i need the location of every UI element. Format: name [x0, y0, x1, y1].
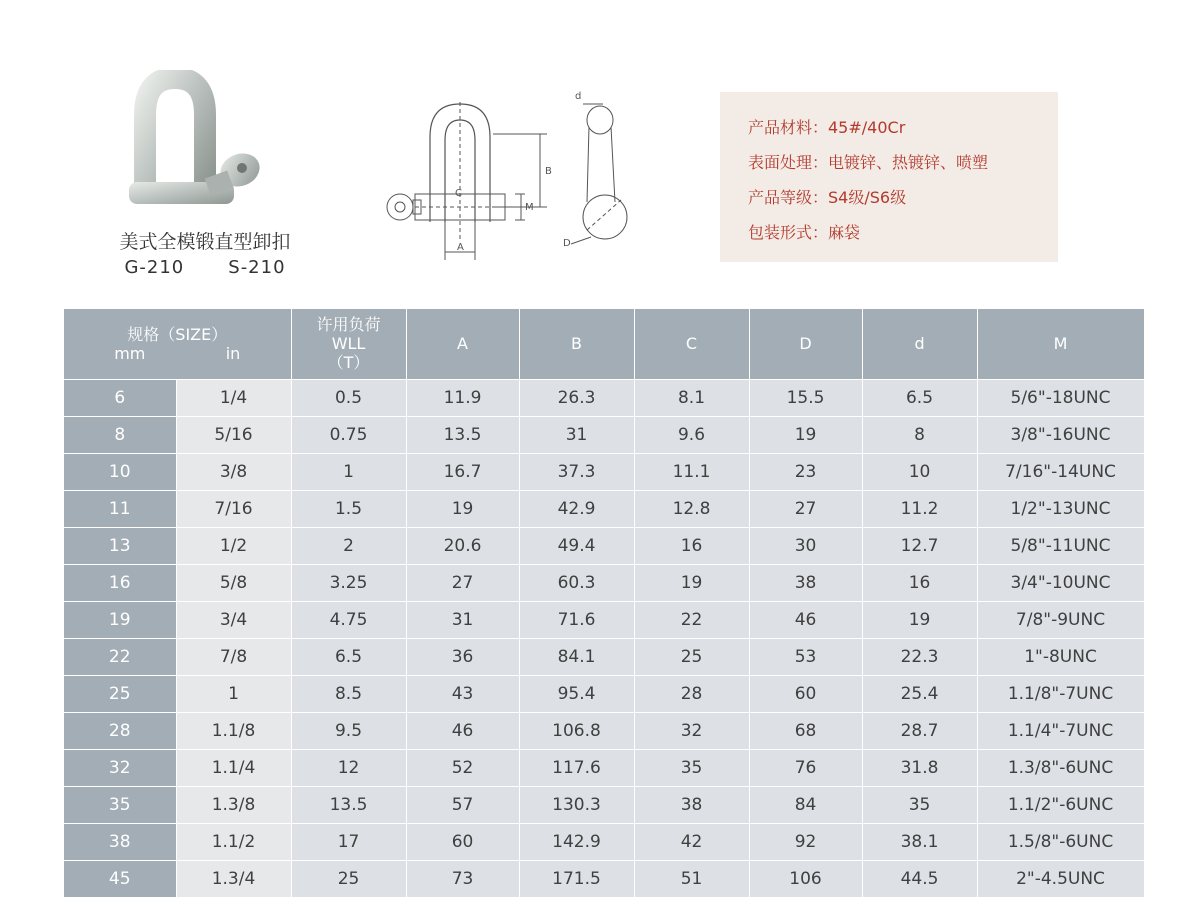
product-caption — [95, 230, 315, 280]
cell-d-upper: 60 — [749, 675, 862, 712]
cell-c: 38 — [634, 786, 749, 823]
diagram-label-dd: D — [563, 238, 571, 249]
cell-wll: 13.5 — [291, 786, 406, 823]
cell-a: 13.5 — [406, 416, 519, 453]
cell-in: 7/16 — [176, 490, 291, 527]
cell-c: 12.8 — [634, 490, 749, 527]
table-row — [64, 823, 1144, 860]
cell-wll: 12 — [291, 749, 406, 786]
cell-m: 5/6"-18UNC — [977, 379, 1144, 416]
cell-c: 8.1 — [634, 379, 749, 416]
cell-a: 36 — [406, 638, 519, 675]
cell-wll: 0.5 — [291, 379, 406, 416]
cell-d-lower: 19 — [862, 601, 977, 638]
table-row — [64, 453, 1144, 490]
cell-d-lower: 38.1 — [862, 823, 977, 860]
cell-d-upper: 46 — [749, 601, 862, 638]
cell-b: 171.5 — [519, 860, 634, 897]
table-row — [64, 601, 1144, 638]
cell-c: 35 — [634, 749, 749, 786]
cell-a: 31 — [406, 601, 519, 638]
cell-wll: 6.5 — [291, 638, 406, 675]
cell-a: 11.9 — [406, 379, 519, 416]
spec-grade: 产品等级：S4级/S6级 — [748, 188, 907, 207]
cell-a: 73 — [406, 860, 519, 897]
cell-mm: 22 — [64, 638, 176, 675]
cell-mm: 38 — [64, 823, 176, 860]
cell-d-lower: 6.5 — [862, 379, 977, 416]
cell-b: 95.4 — [519, 675, 634, 712]
cell-d-lower: 16 — [862, 564, 977, 601]
table-row — [64, 379, 1144, 416]
cell-mm: 19 — [64, 601, 176, 638]
table-row — [64, 490, 1144, 527]
table-row — [64, 860, 1144, 897]
header-a: A — [406, 309, 519, 379]
spec-table — [64, 309, 1145, 898]
cell-b: 84.1 — [519, 638, 634, 675]
cell-m: 2"-4.5UNC — [977, 860, 1144, 897]
cell-c: 9.6 — [634, 416, 749, 453]
cell-c: 25 — [634, 638, 749, 675]
cell-d-lower: 35 — [862, 786, 977, 823]
cell-mm: 32 — [64, 749, 176, 786]
spec-packaging: 包装形式：麻袋 — [748, 223, 861, 242]
cell-d-upper: 68 — [749, 712, 862, 749]
cell-d-lower: 28.7 — [862, 712, 977, 749]
cell-in: 1.3/8 — [176, 786, 291, 823]
cell-in: 1 — [176, 675, 291, 712]
cell-in: 5/16 — [176, 416, 291, 453]
cell-in: 5/8 — [176, 564, 291, 601]
product-code-s: S-210 — [228, 257, 286, 278]
cell-a: 43 — [406, 675, 519, 712]
cell-a: 16.7 — [406, 453, 519, 490]
cell-d-upper: 53 — [749, 638, 862, 675]
cell-d-lower: 25.4 — [862, 675, 977, 712]
cell-in: 3/4 — [176, 601, 291, 638]
header-wll — [291, 309, 406, 379]
spec-info-box — [720, 92, 1058, 262]
cell-mm: 35 — [64, 786, 176, 823]
cell-a: 60 — [406, 823, 519, 860]
cell-m: 1"-8UNC — [977, 638, 1144, 675]
cell-in: 1.1/8 — [176, 712, 291, 749]
diagram-label-b: B — [545, 166, 552, 177]
cell-d-lower: 11.2 — [862, 490, 977, 527]
spec-surface: 表面处理：电镀锌、热镀锌、喷塑 — [748, 153, 989, 172]
header-wll-line1: 许用负荷 — [316, 315, 381, 335]
header-b: B — [519, 309, 634, 379]
cell-c: 51 — [634, 860, 749, 897]
cell-in: 3/8 — [176, 453, 291, 490]
cell-d-lower: 8 — [862, 416, 977, 453]
header-mm: mm — [114, 343, 146, 363]
shackle-photo — [115, 70, 275, 220]
table-row — [64, 564, 1144, 601]
cell-d-upper: 27 — [749, 490, 862, 527]
cell-c: 19 — [634, 564, 749, 601]
cell-mm: 25 — [64, 675, 176, 712]
cell-c: 42 — [634, 823, 749, 860]
cell-b: 42.9 — [519, 490, 634, 527]
cell-m: 1.5/8"-6UNC — [977, 823, 1144, 860]
cell-b: 60.3 — [519, 564, 634, 601]
cell-b: 71.6 — [519, 601, 634, 638]
cell-in: 1.3/4 — [176, 860, 291, 897]
cell-m: 1/2"-13UNC — [977, 490, 1144, 527]
cell-b: 37.3 — [519, 453, 634, 490]
header-d-upper: D — [749, 309, 862, 379]
cell-mm: 13 — [64, 527, 176, 564]
header-size-label: 规格（SIZE） — [127, 324, 228, 344]
cell-m: 1.1/2"-6UNC — [977, 786, 1144, 823]
cell-d-upper: 38 — [749, 564, 862, 601]
spec-material: 产品材料：45#/40Cr — [748, 118, 906, 137]
table-row — [64, 638, 1144, 675]
cell-wll: 2 — [291, 527, 406, 564]
cell-mm: 28 — [64, 712, 176, 749]
cell-m: 1.3/8"-6UNC — [977, 749, 1144, 786]
cell-d-upper: 76 — [749, 749, 862, 786]
cell-in: 7/8 — [176, 638, 291, 675]
cell-d-lower: 44.5 — [862, 860, 977, 897]
cell-mm: 8 — [64, 416, 176, 453]
table-header-row — [64, 309, 1144, 379]
product-name: 美式全模锻直型卸扣 — [119, 231, 291, 253]
cell-wll: 8.5 — [291, 675, 406, 712]
cell-d-upper: 19 — [749, 416, 862, 453]
cell-m: 7/16"-14UNC — [977, 453, 1144, 490]
cell-a: 27 — [406, 564, 519, 601]
cell-mm: 6 — [64, 379, 176, 416]
cell-c: 28 — [634, 675, 749, 712]
cell-d-upper: 92 — [749, 823, 862, 860]
cell-mm: 16 — [64, 564, 176, 601]
table-row — [64, 786, 1144, 823]
cell-c: 11.1 — [634, 453, 749, 490]
cell-wll: 0.75 — [291, 416, 406, 453]
cell-b: 31 — [519, 416, 634, 453]
table-row — [64, 416, 1144, 453]
cell-b: 117.6 — [519, 749, 634, 786]
header-wll-line2: WLL — [331, 334, 366, 354]
cell-mm: 45 — [64, 860, 176, 897]
cell-d-upper: 106 — [749, 860, 862, 897]
cell-d-upper: 23 — [749, 453, 862, 490]
diagram-label-d: d — [575, 91, 582, 102]
cell-m: 3/4"-10UNC — [977, 564, 1144, 601]
cell-wll: 25 — [291, 860, 406, 897]
cell-a: 46 — [406, 712, 519, 749]
cell-mm: 11 — [64, 490, 176, 527]
cell-wll: 17 — [291, 823, 406, 860]
cell-b: 130.3 — [519, 786, 634, 823]
header-in: in — [225, 343, 241, 363]
diagram-label-a: A — [457, 242, 464, 253]
cell-d-upper: 84 — [749, 786, 862, 823]
cell-b: 49.4 — [519, 527, 634, 564]
cell-in: 1.1/2 — [176, 823, 291, 860]
cell-mm: 10 — [64, 453, 176, 490]
cell-a: 20.6 — [406, 527, 519, 564]
diagram-label-m: M — [525, 202, 534, 213]
table-row — [64, 675, 1144, 712]
product-code-g: G-210 — [124, 257, 185, 278]
header-m: M — [977, 309, 1144, 379]
cell-in: 1.1/4 — [176, 749, 291, 786]
cell-d-upper: 30 — [749, 527, 862, 564]
cell-in: 1/2 — [176, 527, 291, 564]
cell-b: 106.8 — [519, 712, 634, 749]
cell-wll: 1.5 — [291, 490, 406, 527]
cell-c: 32 — [634, 712, 749, 749]
cell-m: 3/8"-16UNC — [977, 416, 1144, 453]
table-row — [64, 527, 1144, 564]
table-row — [64, 749, 1144, 786]
cell-b: 142.9 — [519, 823, 634, 860]
header-c: C — [634, 309, 749, 379]
cell-c: 22 — [634, 601, 749, 638]
cell-in: 1/4 — [176, 379, 291, 416]
cell-d-lower: 12.7 — [862, 527, 977, 564]
cell-c: 16 — [634, 527, 749, 564]
header-wll-line3: （T） — [327, 353, 370, 373]
table-row — [64, 712, 1144, 749]
cell-d-lower: 10 — [862, 453, 977, 490]
cell-d-lower: 31.8 — [862, 749, 977, 786]
cell-d-lower: 22.3 — [862, 638, 977, 675]
cell-a: 19 — [406, 490, 519, 527]
cell-a: 52 — [406, 749, 519, 786]
header-size — [64, 309, 291, 379]
cell-a: 57 — [406, 786, 519, 823]
shackle-technical-diagram — [375, 82, 645, 267]
cell-d-upper: 15.5 — [749, 379, 862, 416]
diagram-label-c: C — [455, 188, 462, 199]
cell-m: 1.1/8"-7UNC — [977, 675, 1144, 712]
cell-wll: 9.5 — [291, 712, 406, 749]
cell-b: 26.3 — [519, 379, 634, 416]
cell-wll: 1 — [291, 453, 406, 490]
header-d-lower: d — [862, 309, 977, 379]
cell-m: 5/8"-11UNC — [977, 527, 1144, 564]
cell-m: 1.1/4"-7UNC — [977, 712, 1144, 749]
cell-wll: 3.25 — [291, 564, 406, 601]
cell-m: 7/8"-9UNC — [977, 601, 1144, 638]
cell-wll: 4.75 — [291, 601, 406, 638]
